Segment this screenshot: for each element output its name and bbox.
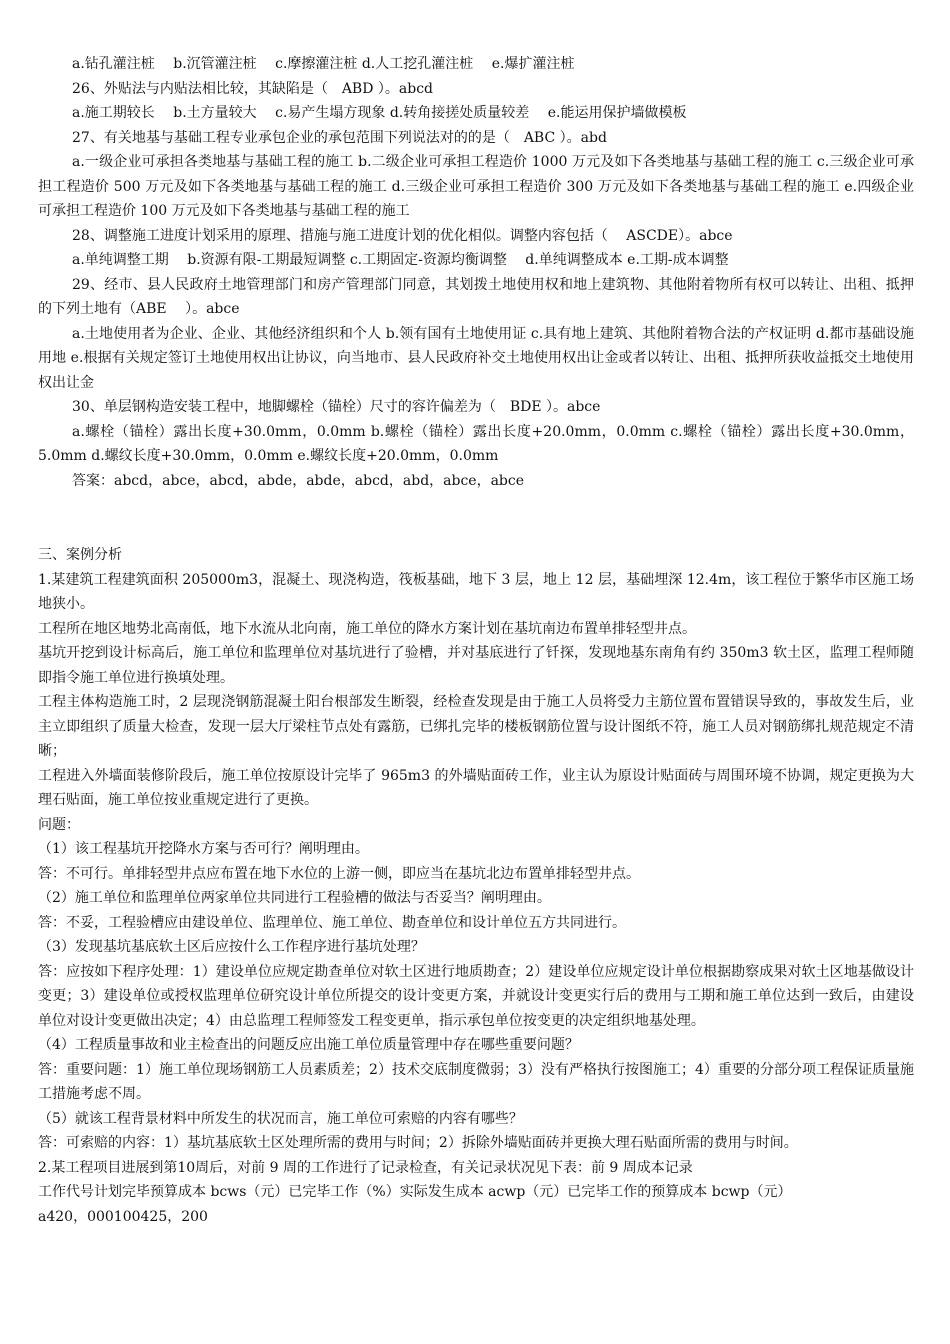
- case1-excavation: 基坑开挖到设计标高后，施工单位和监理单位对基坑进行了验槽，并对基底进行了钎探，发现地基东南角有约 350m3 软土区，监理工程师随即指令施工单位进行换填处理。: [38, 645, 914, 686]
- q28-question: 28、调整施工进度计划采用的原理、措施与施工进度计划的优化相似。调整内容包括（ ASCDE）。abce: [72, 227, 733, 244]
- section-heading: 三、案例分析: [38, 547, 122, 563]
- question-3: （3）发现基坑基底软土区后应按什么工作程序进行基坑处理？: [38, 939, 425, 955]
- answer-1: 答：不可行。单排轻型井点应布置在地下水位的上游一侧，即应当在基坑北边布置单排轻型井点。: [38, 865, 640, 882]
- answer-3: 答：应按如下程序处理：1）建设单位应规定勘查单位对软土区进行地质勘查；2）建设单位应规定设计单位根据勘察成果对软土区地基做设计变更；3）建设单位或授权监理单位研究设计单位所提交的设计变更方案，并就设计变更实行后的费用与工期和施工单位达到一致后，由建设单位对设计变更做出决定；4）由总监理工程师签发工程变更单，指示承包单位按变更的决定组织地基处理。: [38, 963, 914, 1029]
- case1-facade: 工程进入外墙面装修阶段后，施工单位按原设计完毕了 965m3 的外墙贴面砖工作，业主认为原设计贴面砖与周围环境不协调，规定更换为大理石贴面，施工单位按业重规定进行了更换。: [38, 767, 914, 808]
- q27-options: a.一级企业可承担各类地基与基础工程的施工 b.二级企业可承担工程造价 1000 万元及如下各类地基与基础工程的施工 c.三级企业可承担工程造价 500 万元及如下各类地基与基础工程的施工 d.三级企业可承担工程造价 300 万元及如下各类地基与基础工程的施工 e.四级企业可承担工程造价 100 万元及如下各类地基与基础工程的施工: [38, 154, 914, 219]
- questions-label: 问题：: [38, 816, 80, 833]
- question-5: （5）就该工程背景材料中所发生的状况而言，施工单位可索赔的内容有哪些？: [38, 1110, 523, 1127]
- case2-intro: 2.某工程项目进展到第10周后，对前 9 周的工作进行了记录检查，有关记录状况见下表：前 9 周成本记录: [38, 1159, 693, 1176]
- q30-question: 30、单层钢构造安装工程中，地脚螺栓（锚栓）尺寸的容许偏差为（ BDE ）。abce: [72, 399, 601, 415]
- q26-question: 26、外贴法与内贴法相比较，其缺陷是（ ABD ）。abcd: [72, 80, 433, 97]
- q29-options: a.土地使用者为企业、企业、其他经济组织和个人 b.领有国有土地使用证 c.具有地上建筑、其他附着物合法的产权证明 d.都市基础设施用地 e.根据有关规定签订土地使用权出让协议，向当地市、县人民政府补交土地使用权出让金或者以转让、出租、抵押所获收益抵交土地使用权出让金: [38, 325, 914, 391]
- answer-5: 答：可索赔的内容：1）基坑基底软土区处理所需的费用与时间；2）拆除外墙贴面砖并更换大理石贴面所需的费用与时间。: [38, 1135, 798, 1151]
- q26-options: a.施工期较长 b.土方量较大 c.易产生塌方现象 d.转角接搓处质量较差 e.能运用保护墙做模板: [72, 105, 687, 121]
- case2-table-row: a420，000100425，200: [38, 1208, 208, 1225]
- case1-terrain: 工程所在地区地势北高南低，地下水流从北向南，施工单位的降水方案计划在基坑南边布置单排轻型井点。: [38, 620, 696, 637]
- q30-options: a.螺栓（锚栓）露出长度+30.0mm，0.0mm b.螺栓（锚栓）露出长度+20.0mm，0.0mm c.螺栓（锚栓）露出长度+30.0mm，5.0mm d.螺纹长度+30.0mm，0.0mm e.螺纹长度+20.0mm，0.0mm: [38, 423, 914, 464]
- question-1: （1）该工程基坑开挖降水方案与否可行？阐明理由。: [38, 841, 369, 857]
- section-case-analysis: [38, 543, 914, 1229]
- answer-4: 答：重要问题：1）施工单位现场钢筋工人员素质差；2）技术交底制度微弱；3）没有严格执行按图施工；4）重要的分部分项工程保证质量施工措施考虑不周。: [38, 1061, 914, 1102]
- question-4: （4）工程质量事故和业主检查出的问题反应出施工单位质量管理中存在哪些重要问题？: [38, 1037, 579, 1053]
- q29-question: 29、经市、县人民政府土地管理部门和房产管理部门同意，其划拨土地使用权和地上建筑物、其他附着物所有权可以转让、出租、抵押的下列土地有（ABE ）。abce: [38, 276, 914, 317]
- q25-options: a.钻孔灌注桩 b.沉管灌注桩 c.摩擦灌注桩 d.人工挖孔灌注桩 e.爆扩灌注桩: [72, 56, 575, 72]
- answer-key: 答案：abcd，abce，abcd，abde，abde，abcd，abd，abce，abce: [72, 472, 525, 489]
- question-2: （2）施工单位和监理单位两家单位共同进行工程验槽的做法与否妥当？阐明理由。: [38, 890, 551, 906]
- case1-structure: 工程主体构造施工时，2 层现浇钢筋混凝土阳台根部发生断裂，经检查发现是由于施工人员将受力主筋位置布置错误导致的，事故发生后，业主立即组织了质量大检查，发现一层大厅梁柱节点处有露筋，已绑扎完毕的楼板钢筋位置与设计图纸不符，施工人员对钢筋绑扎规范规定不清晰；: [38, 694, 914, 759]
- q28-options: a.单纯调整工期 b.资源有限-工期最短调整 c.工期固定-资源均衡调整 d.单纯调整成本 e.工期-成本调整: [72, 252, 729, 268]
- case2-table-header: 工作代号计划完毕预算成本 bcws（元）已完毕工作（%）实际发生成本 acwp（元）已完毕工作的预算成本 bcwp（元）: [38, 1184, 792, 1200]
- answer-2: 答：不妥，工程验槽应由建设单位、监理单位、施工单位、勘查单位和设计单位五方共同进行。: [38, 914, 626, 931]
- case1-intro: 1.某建筑工程建筑面积 205000m3，混凝土、现浇构造，筏板基础，地下 3 层，地上 12 层，基础埋深 12.4m，该工程位于繁华市区施工场地狭小。: [38, 571, 914, 612]
- q27-question: 27、有关地基与基础工程专业承包企业的承包范围下列说法对的的是（ ABC ）。abd: [72, 129, 607, 146]
- section-multiple-choice-tail: [38, 52, 914, 493]
